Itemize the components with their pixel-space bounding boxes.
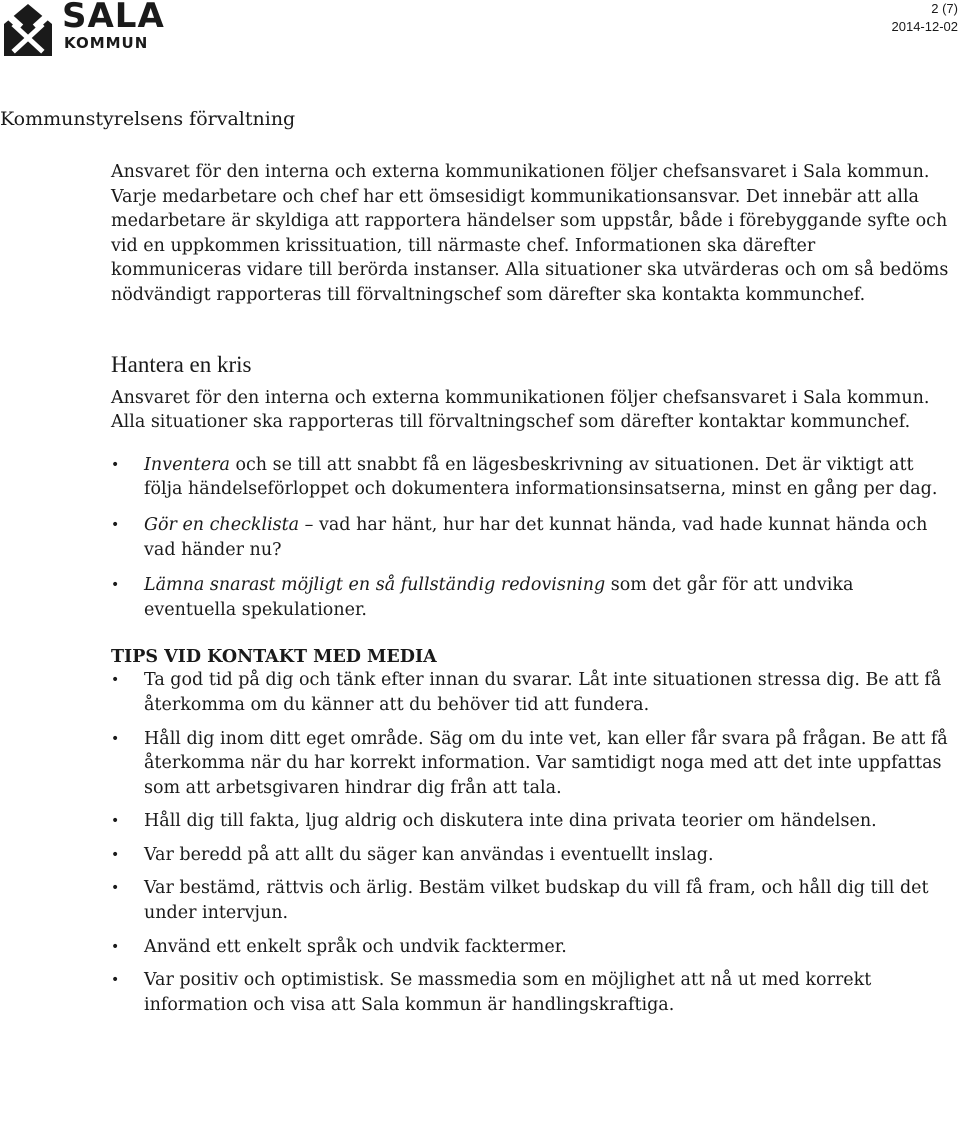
logo-text-kommun: KOMMUN <box>64 34 149 52</box>
list-item <box>111 573 951 622</box>
media-tips-list <box>111 668 951 1017</box>
crossed-hammers-icon <box>2 2 54 58</box>
list-item <box>111 453 951 502</box>
list-item: • Håll dig till fakta, ljug aldrig och diskutera inte dina privata teorier om händelsen. <box>111 809 951 834</box>
sala-kommun-logo <box>2 0 165 62</box>
page-header <box>0 0 960 70</box>
list-item-text: och se till att snabbt få en lägesbeskrivning av situationen. Det är viktigt att följa händelseförloppet och dokumentera informationsinsatserna, minst en gång per dag. <box>144 454 938 500</box>
list-item: • Var positiv och optimistisk. Se massmedia som en möjlighet att nå ut med korrekt information och visa att Sala kommun är handlingskraftiga. <box>111 968 951 1017</box>
page-meta <box>892 0 959 36</box>
list-item: • Var bestämd, rättvis och ärlig. Bestäm vilket budskap du vill få fram, och håll dig till det under intervjun. <box>111 876 951 925</box>
department-name: Kommunstyrelsens förvaltning <box>0 108 296 130</box>
logo-text-sala: SALA <box>62 0 165 36</box>
page-number: 2 (7) <box>931 1 958 16</box>
list-item-emphasis: Gör en checklista <box>144 514 300 535</box>
intro-paragraph: Ansvaret för den interna och externa kommunikationen följer chefsansvaret i Sala kommun. Varje medarbetare och chef har ett ömsesidigt kommunikationsansvar. Det innebär att alla medarbetare är skyldiga att rapportera händelser som uppstår, både i förebyggande syfte och vid en uppkommen krissituation, till närmaste chef. Informationen ska därefter kommuniceras vidare till berörda instanser. Alla situationer ska utvärderas och om så bedöms nödvändigt rapporteras till förvaltningschef som därefter ska kontakta kommunchef. <box>111 162 949 305</box>
list-item-text: – vad har hänt, hur har det kunnat hända, vad hade kunnat hända och vad händer nu? <box>144 514 928 560</box>
list-item: • Håll dig inom ditt eget område. Säg om du inte vet, kan eller får svara på frågan. Be att få återkomma när du har korrekt information. Var samtidigt noga med att det inte uppfattas som att arbetsgivaren hindrar dig från att tala. <box>111 727 951 801</box>
crisis-steps-list <box>111 453 951 623</box>
list-item: • Var beredd på att allt du säger kan användas i eventuellt inslag. <box>111 843 951 868</box>
document-date: 2014-12-02 <box>891 19 958 34</box>
section-lead: Ansvaret för den interna och externa kommunikationen följer chefsansvaret i Sala kommun. Alla situationer ska rapporteras till förvaltningschef som därefter kontaktar kommunchef. <box>111 387 930 433</box>
tips-heading: TIPS VID KONTAKT MED MEDIA <box>111 647 437 668</box>
list-item-emphasis: Lämna snarast möjligt en så fullständig redovisning <box>144 575 606 596</box>
list-item: • Ta god tid på dig och tänk efter innan du svarar. Låt inte situationen stressa dig. Be att få återkomma om du känner att du behöver tid att fundera. <box>111 668 951 717</box>
list-item <box>111 513 951 562</box>
list-item: • Använd ett enkelt språk och undvik facktermer. <box>111 935 951 960</box>
list-item-emphasis: Inventera <box>144 454 230 475</box>
section-heading: Hantera en kris <box>111 351 252 377</box>
document-body <box>111 160 951 1026</box>
list-item-text: som det går för att undvika eventuella spekulationer. <box>144 575 854 620</box>
